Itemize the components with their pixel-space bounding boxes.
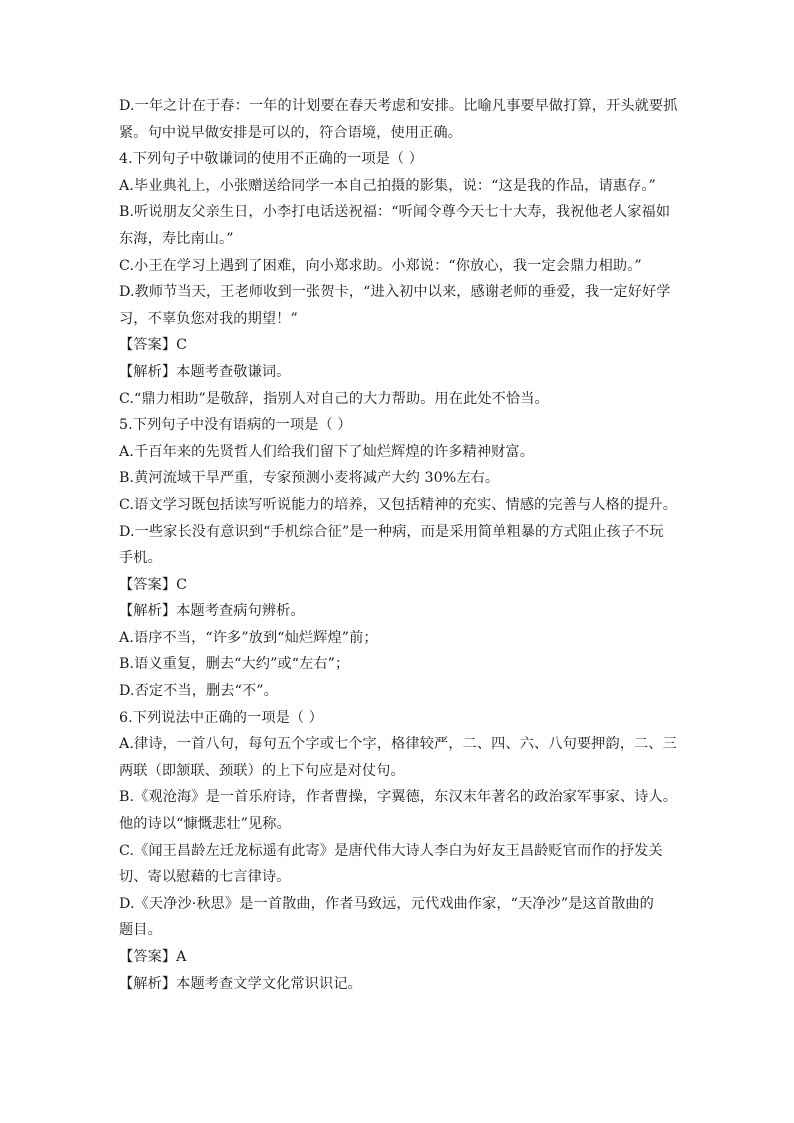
question-4-option-c: C.小王在学习上遇到了困难，向小郑求助。小郑说：“你放心，我一定会鼎力相助。” <box>119 257 642 274</box>
question-6-option-a: A.律诗，一首八句，每句五个字或七个字，格律较严，二、四、六、八句要押韵，二、三 <box>119 736 677 753</box>
question-6-answer: 【答案】A <box>119 949 187 965</box>
document-body <box>119 93 679 997</box>
question-6-stem: 6.下列说法中正确的一项是（ ） <box>119 709 324 726</box>
text-line: 东海，寿比南山。” <box>119 230 234 247</box>
question-4-analysis: 【解析】本题考查敬谦词。 <box>119 363 291 380</box>
question-6-option-d: D.《天净沙·秋思》是一首散曲，作者马致远，元代戏曲作家，“天净沙”是这首散曲的 <box>119 895 654 912</box>
text-line: C.“鼎力相助”是敬辞，指别人对自己的大力帮助。用在此处不恰当。 <box>119 390 549 407</box>
question-4-option-a: A.毕业典礼上，小张赠送给同学一本自己拍摄的影集，说：“这是我的作品，请惠存。” <box>119 177 656 194</box>
text-line: 切、寄以慰藉的七言律诗。 <box>119 869 291 886</box>
question-5-option-d: D.一些家长没有意识到“手机综合征”是一种病，而是采用简单粗暴的方式阻止孩子不玩 <box>119 523 664 540</box>
question-4-answer: 【答案】C <box>119 337 188 354</box>
text-line: D.一年之计在于春：一年的计划要在春天考虑和安排。比喻凡事要早做打算，开头就要抓 <box>119 98 678 114</box>
question-6-option-b: B.《观沧海》是一首乐府诗，作者曹操，字翼德，东汉末年著名的政治家军事家、诗人。 <box>119 789 678 806</box>
question-4-option-d: D.教师节当天，王老师收到一张贺卡，“进入初中以来，感谢老师的垂爱，我一定好好学 <box>119 284 671 301</box>
text-line: 紧。句中说早做安排是可以的，符合语境，使用正确。 <box>119 124 462 141</box>
question-5-option-a: A.千百年来的先贤哲人们给我们留下了灿烂辉煌的许多精神财富。 <box>119 443 535 460</box>
text-line: 题目。 <box>119 922 162 939</box>
question-5-option-c: C.语文学习既包括读写听说能力的培养，又包括精神的充实、情感的完善与人格的提升。 <box>119 496 677 513</box>
question-5-option-b: B.黄河流域干旱严重，专家预测小麦将减产大约 30%左右。 <box>119 470 500 487</box>
text-line: B.语义重复，删去“大约”或“左右”； <box>119 656 350 673</box>
text-line: 习，不辜负您对我的期望！” <box>119 310 298 327</box>
text-line: 两联（即颔联、颈联）的上下句应是对仗句。 <box>119 762 405 779</box>
question-4-option-b: B.听说朋友父亲生日，小李打电话送祝福：“听闻令尊今天七十大寿，我祝他老人家福如 <box>119 204 671 221</box>
question-5-analysis: 【解析】本题考查病句辨析。 <box>119 603 305 620</box>
text-line: 手机。 <box>119 550 162 567</box>
question-5-stem: 5.下列句子中没有语病的一项是（ ） <box>119 417 352 434</box>
question-4-stem: 4.下列句子中敬谦词的使用不正确的一项是（ ） <box>119 151 424 168</box>
question-5-answer: 【答案】C <box>119 576 188 593</box>
text-line: D.否定不当，删去“不”。 <box>119 683 278 700</box>
text-line: 他的诗以“慷慨悲壮”见称。 <box>119 816 291 833</box>
text-line: A.语序不当，“许多”放到“灿烂辉煌”前； <box>119 629 378 646</box>
question-6-analysis: 【解析】本题考查文学文化常识识记。 <box>119 975 362 992</box>
question-6-option-c: C.《闻王昌龄左迁龙标遥有此寄》是唐代伟大诗人李白为好友王昌龄贬官而作的抒发关 <box>119 842 663 859</box>
